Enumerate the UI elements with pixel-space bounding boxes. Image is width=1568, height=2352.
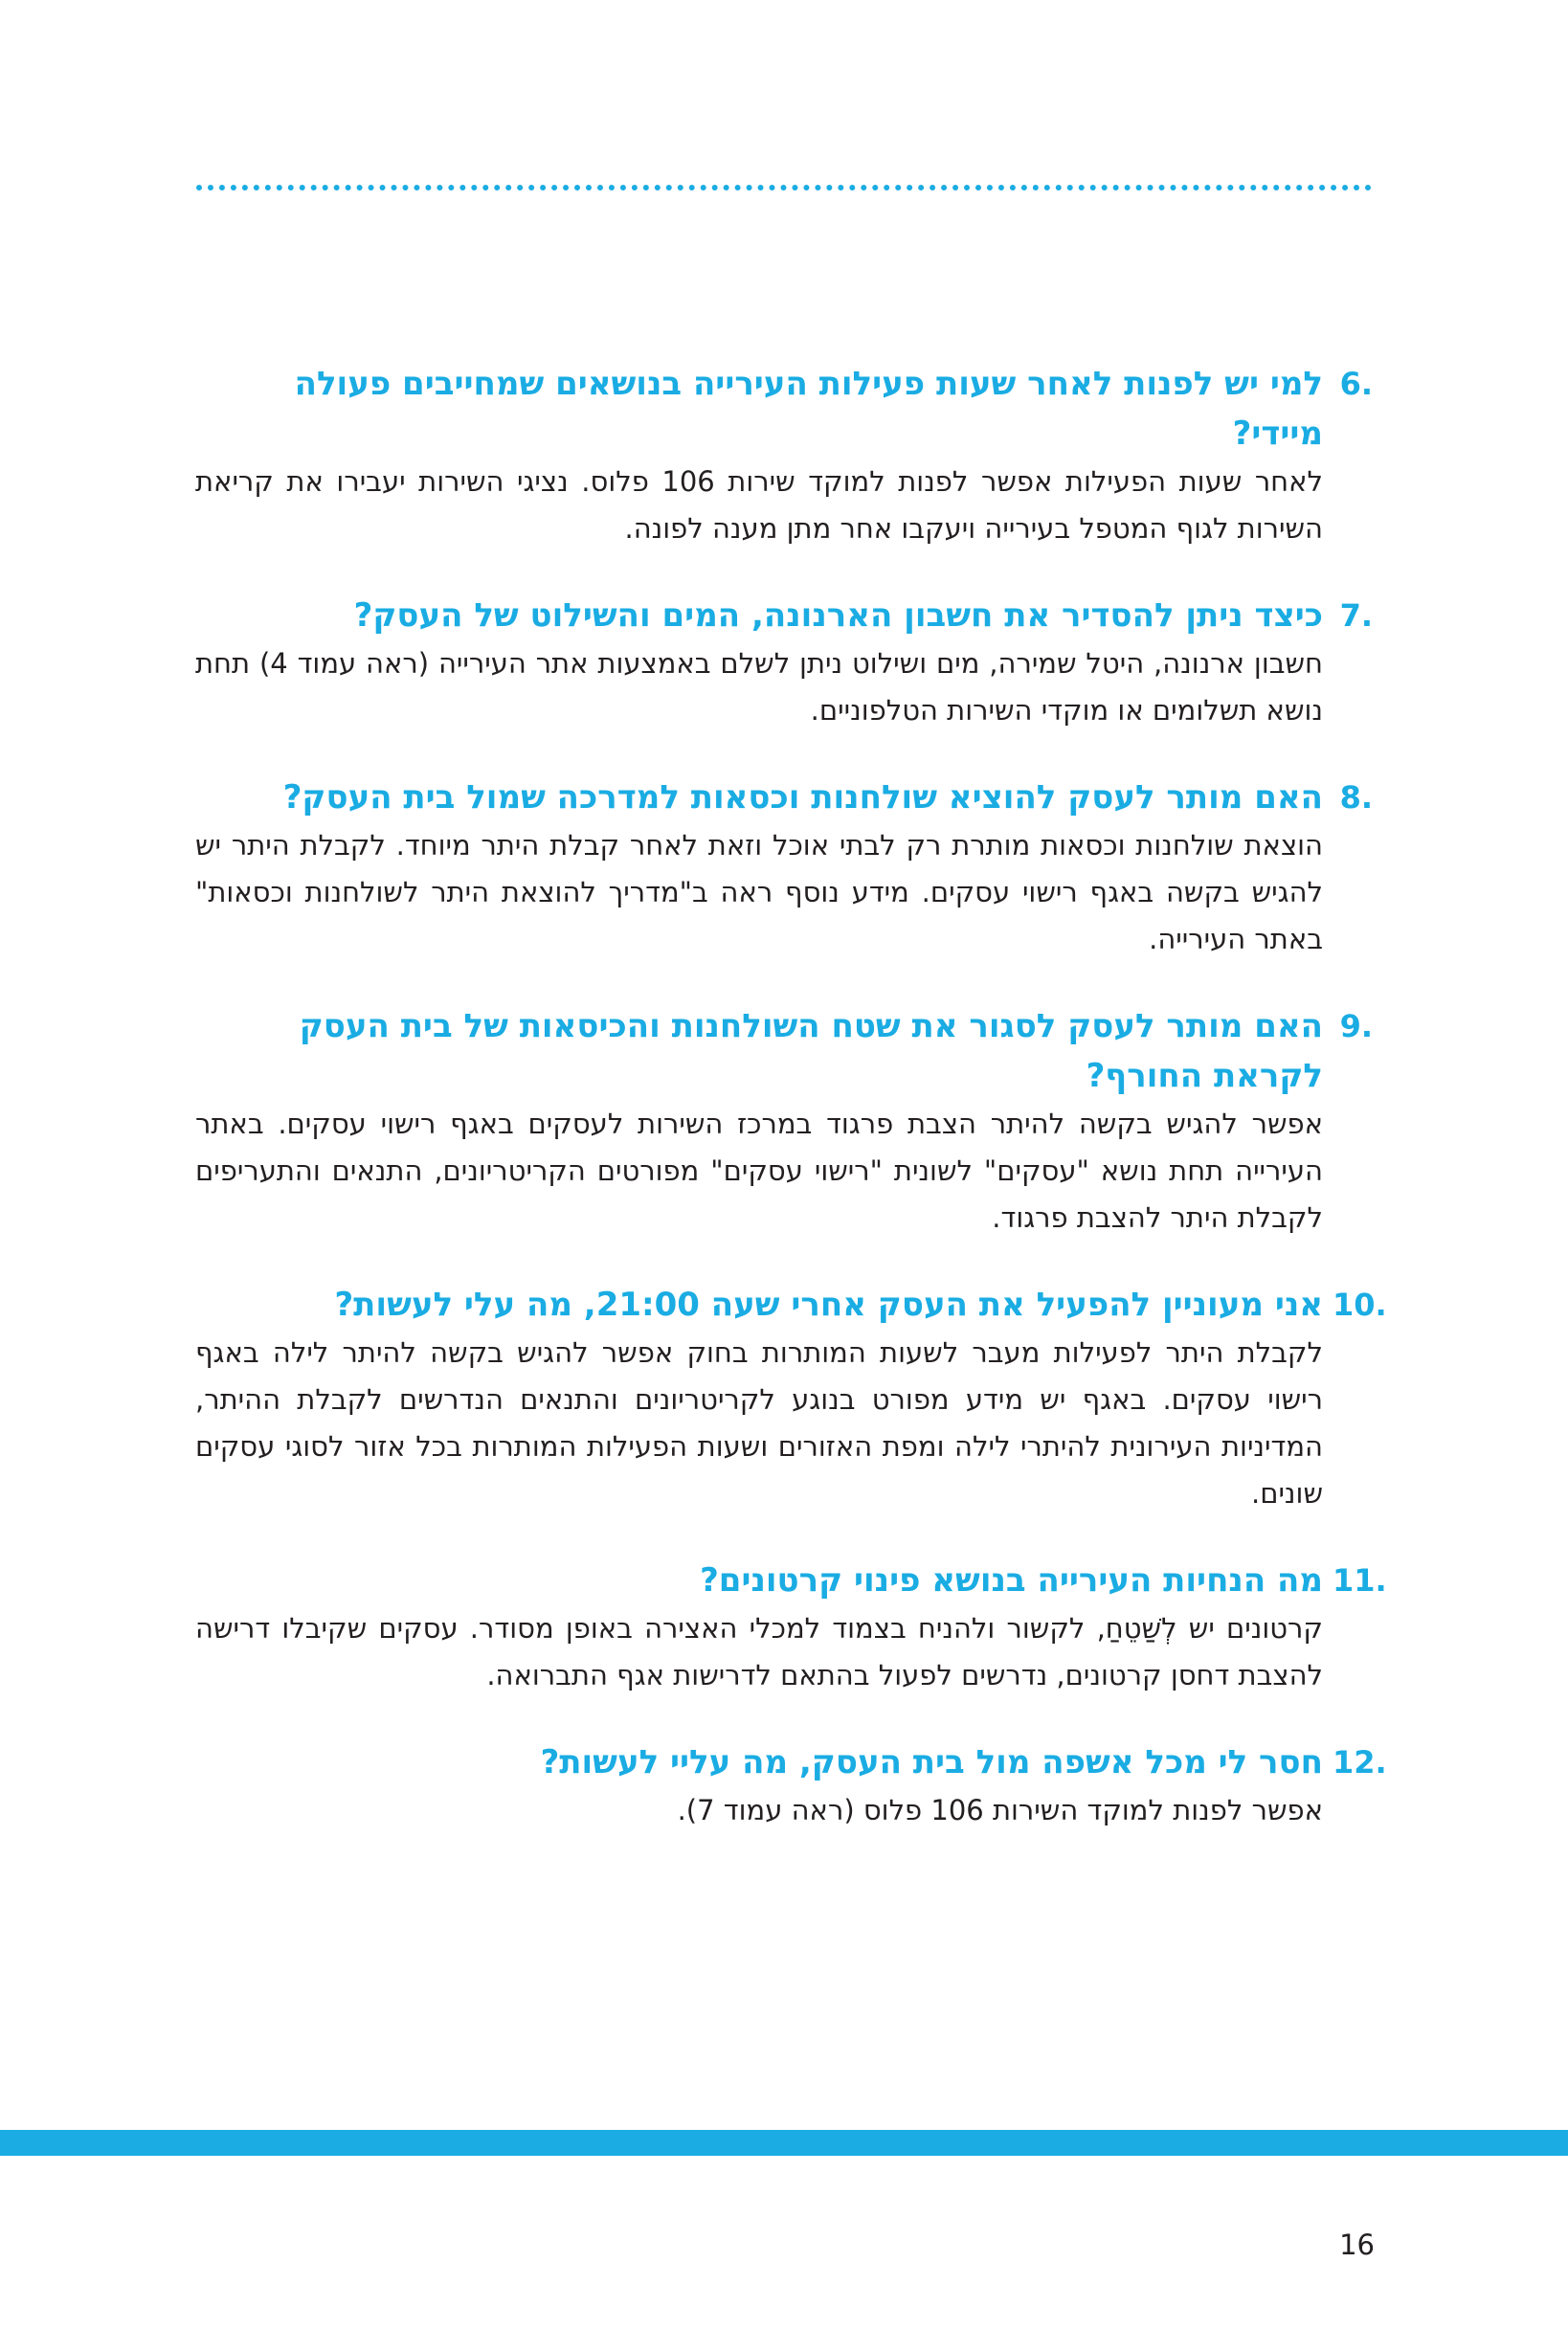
answer-text: לקבלת היתר לפעילות מעבר לשעות המותרות בחוק אפשר להגיש בקשה להיתר לילה באגף רישוי עסקים. באגף יש מידע מפורט בנוגע לקריטריונים והתנאים הנדרשים לקבלת ההיתר, המדיניות העירונית להיתרי לילה ומפת האזורים ושעות הפעילות המותרות בכל אזור לסוגי עסקים שונים. — [195, 1336, 1323, 1510]
answer-text: חשבון ארנונה, היטל שמירה, מים ושילוט ניתן לשלם באמצעות אתר העירייה (ראה עמוד 4) תחת נושא תשלומים או מוקדי השירות הטלפוניים. — [195, 647, 1323, 727]
answer-text: אפשר להגיש בקשה להיתר הצבת פרגוד במרכז השירות לעסקים באגף רישוי עסקים. באתר העירייה תחת נושא "עסקים" לשונית "רישוי עסקים" מפורטים הקריטריונים, התנאים והתעריפים לקבלת היתר להצבת פרגוד. — [195, 1108, 1323, 1234]
question-number: 7. — [1339, 597, 1373, 634]
faq-item-8 — [195, 773, 1373, 963]
question-number: 9. — [1339, 1008, 1373, 1044]
question-text: מה הנחיות העירייה בנושא פינוי קרטונים? — [700, 1561, 1323, 1600]
question-text: האם מותר לעסק להוציא שולחנות וכסאות למדרכה שמול בית העסק? — [282, 778, 1323, 817]
faq-question — [195, 1556, 1387, 1605]
question-number: 12. — [1333, 1744, 1387, 1781]
question-text: האם מותר לעסק לסגור את שטח השולחנות והכיסאות של בית העסק לקראת החורף? — [299, 1007, 1323, 1095]
question-number: 8. — [1339, 779, 1373, 816]
answer-text: הוצאת שולחנות וכסאות מותרת רק לבתי אוכל וזאת לאחר קבלת היתר מיוחד. לקבלת היתר יש להגיש בקשה באגף רישוי עסקים. מידע נוסף ראה ב"מדריך להוצאת היתר לשולחנות וכסאות" באתר העירייה. — [195, 829, 1323, 955]
question-number: 11. — [1333, 1562, 1387, 1599]
faq-item-12 — [195, 1737, 1387, 1834]
answer-text: לאחר שעות הפעילות אפשר לפנות למוקד שירות 106 פלוס. נציגי השירות יעבירו את קריאת השירות לגוף המטפל בעירייה ויעקבו אחר מתן מענה לפונה. — [195, 465, 1324, 545]
faq-list — [195, 359, 1387, 1872]
faq-question — [195, 591, 1373, 640]
faq-item-10 — [195, 1280, 1387, 1517]
faq-question — [195, 773, 1373, 822]
answer-text: קרטונים יש לְשַׁטֵחַ, לקשור ולהניח בצמוד למכלי האצירה באופן מסודר. עסקים שקיבלו דרישה להצבת דחסן קרטונים, נדרשים לפעול בהתאם לדרישות אגף התברואה. — [195, 1612, 1323, 1691]
faq-question — [195, 1280, 1387, 1330]
faq-item-6 — [195, 359, 1373, 552]
page-number: 16 — [1339, 2229, 1375, 2261]
question-text: אני מעוניין להפעיל את העסק אחרי שעה 21:00, מה עלי לעשות? — [334, 1286, 1323, 1324]
question-text: כיצד ניתן להסדיר את חשבון הארנונה, המים והשילוט של העסק? — [353, 596, 1323, 635]
question-text: חסר לי מכל אשפה מול בית העסק, מה עליי לעשות? — [540, 1743, 1323, 1781]
faq-question — [195, 1737, 1387, 1787]
question-number: 10. — [1333, 1287, 1387, 1323]
faq-question — [195, 1001, 1373, 1101]
faq-item-11 — [195, 1556, 1387, 1699]
faq-question — [195, 359, 1373, 459]
question-text: למי יש לפנות לאחר שעות פעילות העירייה בנושאים שמחייבים פעולה מיידי? — [294, 365, 1323, 453]
footer-accent-bar — [0, 2130, 1568, 2156]
faq-item-7 — [195, 591, 1373, 734]
dotted-divider — [196, 185, 1372, 190]
faq-item-9 — [195, 1001, 1373, 1242]
answer-text: אפשר לפנות למוקד השירות 106 פלוס (ראה עמוד 7). — [677, 1794, 1323, 1826]
question-number: 6. — [1339, 366, 1373, 402]
